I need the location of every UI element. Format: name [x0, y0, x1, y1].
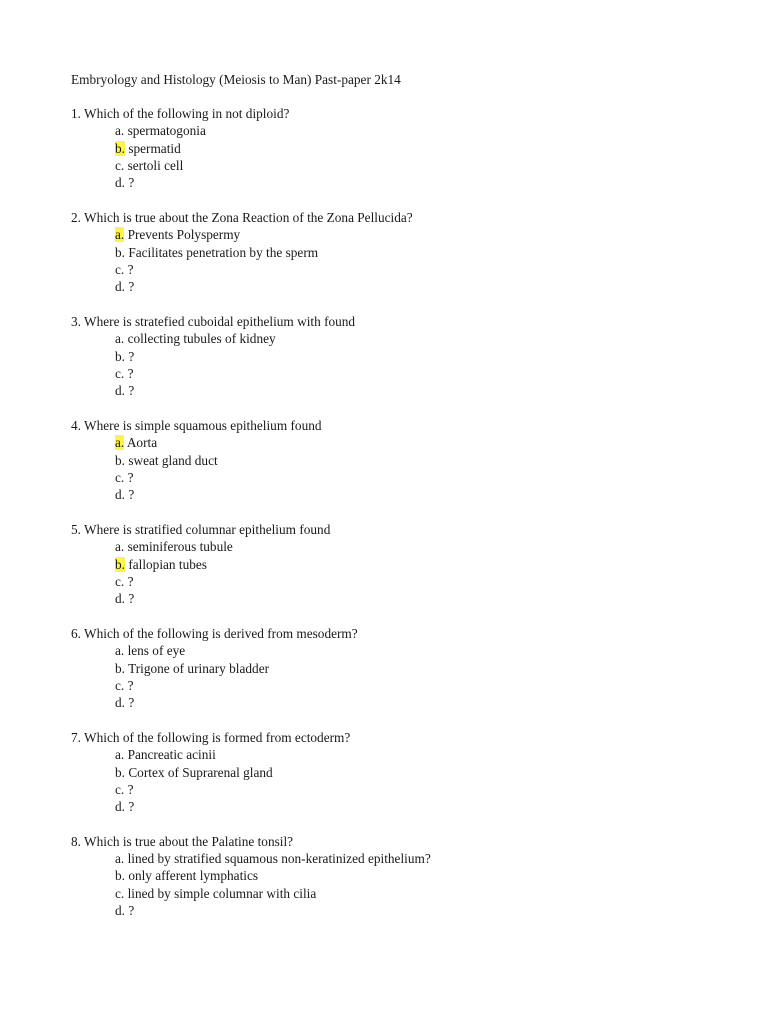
option-letter: a.	[115, 851, 125, 867]
answer-option	[71, 278, 731, 295]
option-text: ?	[127, 261, 134, 277]
option-letter: b.	[115, 868, 125, 884]
option-text: ?	[128, 695, 135, 711]
question-item	[71, 313, 731, 399]
question-item	[71, 729, 731, 815]
option-letter: d.	[115, 383, 125, 399]
option-text: Aorta	[126, 435, 158, 451]
option-letter-highlighted: b.	[115, 140, 125, 156]
answer-option	[71, 850, 731, 867]
answer-option	[71, 122, 731, 139]
option-letter: c.	[115, 469, 125, 485]
answer-option	[71, 885, 731, 902]
option-letter: b.	[115, 452, 125, 468]
option-text: sweat gland duct	[128, 452, 218, 468]
option-letter: d.	[115, 903, 125, 919]
question-item	[71, 105, 731, 191]
option-letter: b.	[115, 660, 125, 676]
question-list	[71, 105, 731, 937]
option-text: ?	[128, 279, 135, 295]
answer-option	[71, 486, 731, 503]
answer-option	[71, 434, 731, 451]
option-letter: d.	[115, 799, 125, 815]
answer-option	[71, 746, 731, 763]
option-letter: c.	[115, 781, 125, 797]
option-text: ?	[128, 591, 135, 607]
option-letter-highlighted: a.	[115, 227, 125, 243]
option-text: fallopian tubes	[128, 556, 207, 572]
option-letter: b.	[115, 764, 125, 780]
option-text: spermatogonia	[127, 123, 206, 139]
option-letter: a.	[115, 539, 125, 555]
answer-option	[71, 157, 731, 174]
answer-option	[71, 764, 731, 781]
option-letter: c.	[115, 573, 125, 589]
answer-option	[71, 902, 731, 919]
answer-option	[71, 330, 731, 347]
answer-option	[71, 556, 731, 573]
option-letter: d.	[115, 175, 125, 191]
option-text: ?	[128, 903, 135, 919]
answer-option	[71, 677, 731, 694]
option-text: lined by stratified squamous non-keratinized epithelium?	[127, 851, 431, 867]
answer-option	[71, 590, 731, 607]
option-letter: d.	[115, 487, 125, 503]
answer-option	[71, 694, 731, 711]
option-letter: c.	[115, 677, 125, 693]
option-text: seminiferous tubule	[127, 539, 233, 555]
answer-option	[71, 452, 731, 469]
answer-option	[71, 261, 731, 278]
option-text: spermatid	[128, 140, 181, 156]
option-letter: c.	[115, 157, 125, 173]
option-text: ?	[128, 487, 135, 503]
answer-option	[71, 382, 731, 399]
option-letter: a.	[115, 123, 125, 139]
question-text: 7. Which of the following is formed from ectoderm?	[71, 729, 351, 745]
question-item	[71, 625, 731, 711]
option-text: ?	[127, 469, 134, 485]
question-text: 8. Which is true about the Palatine tonsil?	[71, 833, 294, 849]
option-text: Facilitates penetration by the sperm	[128, 244, 319, 260]
document-title: Embryology and Histology (Meiosis to Man) Past-paper 2k14	[71, 72, 401, 87]
option-text: collecting tubules of kidney	[127, 331, 276, 347]
answer-option	[71, 660, 731, 677]
option-text: ?	[128, 383, 135, 399]
answer-option	[71, 365, 731, 382]
option-text: lined by simple columnar with cilia	[127, 885, 317, 901]
option-text: Cortex of Suprarenal gland	[128, 764, 273, 780]
answer-option	[71, 226, 731, 243]
question-item	[71, 417, 731, 503]
option-letter: d.	[115, 591, 125, 607]
option-letter-highlighted: b.	[115, 556, 125, 572]
question-text: 3. Where is stratefied cuboidal epithelium with found	[71, 313, 356, 329]
option-letter: d.	[115, 279, 125, 295]
option-letter: d.	[115, 695, 125, 711]
answer-option	[71, 469, 731, 486]
answer-option	[71, 781, 731, 798]
option-letter: a.	[115, 643, 125, 659]
question-item	[71, 521, 731, 607]
option-letter: a.	[115, 331, 125, 347]
option-text: ?	[127, 781, 134, 797]
answer-option	[71, 538, 731, 555]
question-item	[71, 209, 731, 295]
question-item	[71, 833, 731, 919]
question-text: 6. Which of the following is derived from mesoderm?	[71, 625, 358, 641]
answer-option	[71, 174, 731, 191]
question-text: 2. Which is true about the Zona Reaction of the Zona Pellucida?	[71, 209, 413, 225]
answer-option	[71, 642, 731, 659]
option-letter: a.	[115, 747, 125, 763]
question-text: 5. Where is stratified columnar epithelium found	[71, 521, 331, 537]
option-letter: b.	[115, 244, 125, 260]
option-text: lens of eye	[127, 643, 186, 659]
option-text: ?	[128, 348, 135, 364]
option-text: ?	[127, 573, 134, 589]
option-text: ?	[128, 799, 135, 815]
option-letter: c.	[115, 885, 125, 901]
option-letter: c.	[115, 261, 125, 277]
option-text: ?	[127, 677, 134, 693]
answer-option	[71, 140, 731, 157]
answer-option	[71, 798, 731, 815]
option-text: Trigone of urinary bladder	[128, 660, 270, 676]
option-text: ?	[128, 175, 135, 191]
question-text: 1. Which of the following in not diploid?	[71, 106, 290, 121]
option-text: Pancreatic acinii	[127, 747, 216, 763]
question-text: 4. Where is simple squamous epithelium found	[71, 417, 322, 433]
option-letter: c.	[115, 365, 125, 381]
option-text: Prevents Polyspermy	[127, 227, 241, 243]
option-text: sertoli cell	[127, 157, 184, 173]
answer-option	[71, 867, 731, 884]
answer-option	[71, 244, 731, 261]
answer-option	[71, 573, 731, 590]
option-text: ?	[127, 365, 134, 381]
option-text: only afferent lymphatics	[128, 868, 259, 884]
option-letter: b.	[115, 348, 125, 364]
answer-option	[71, 348, 731, 365]
option-letter-highlighted: a.	[115, 435, 125, 451]
